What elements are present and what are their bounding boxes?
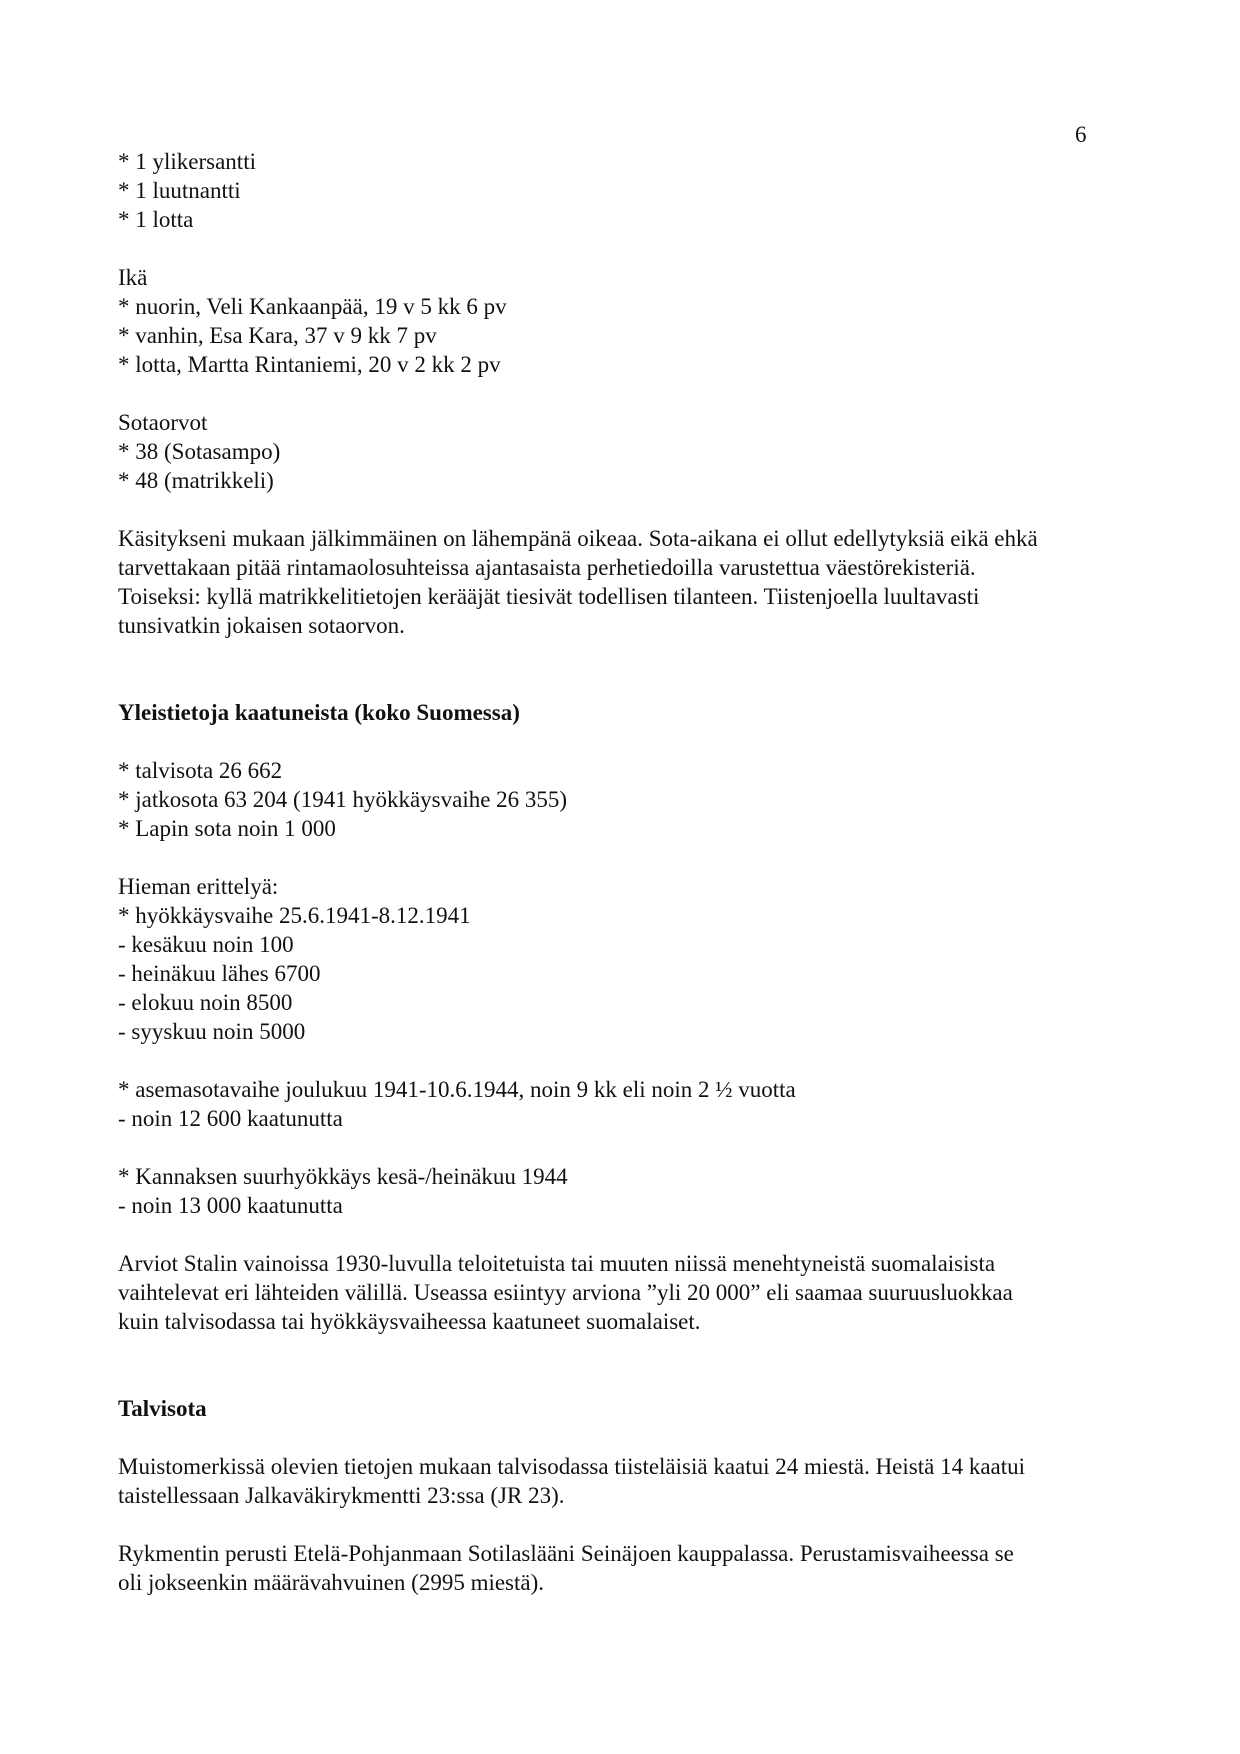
- section-heading-general: Yleistietoja kaatuneista (koko Suomessa): [118, 700, 520, 725]
- list-item: - syyskuu noin 5000: [118, 1019, 306, 1044]
- list-item: - elokuu noin 8500: [118, 990, 293, 1015]
- list-item: * 1 ylikersantti: [118, 149, 256, 174]
- paragraph-stalin: [118, 1249, 1128, 1336]
- list-item: - heinäkuu lähes 6700: [118, 961, 321, 986]
- age-title: Ikä: [118, 265, 148, 290]
- general-section: [118, 698, 1128, 843]
- paragraph-line: tarvettakaan pitää rintamaolosuhteissa ajantasaista perhetiedoilla varustettua väestörekisteriä.: [118, 555, 976, 580]
- paragraph-line: kuin talvisodassa tai hyökkäysvaiheessa kaatuneet suomalaiset.: [118, 1309, 701, 1334]
- list-item: - noin 12 600 kaatunutta: [118, 1106, 343, 1131]
- paragraph-line: Arviot Stalin vainoissa 1930-luvulla teloitetuista tai muuten niissä menehtyneistä suomalaisista: [118, 1251, 996, 1276]
- orphans-section: [118, 408, 1128, 495]
- list-item: * Lapin sota noin 1 000: [118, 816, 336, 841]
- list-item: * talvisota 26 662: [118, 758, 283, 783]
- orphans-title: Sotaorvot: [118, 410, 208, 435]
- paragraph-line: vaihtelevat eri lähteiden välillä. Useassa esiintyy arviona ”yli 20 000” eli saamaa suuruusluokkaa: [118, 1280, 1013, 1305]
- isthmus-section: [118, 1162, 1128, 1220]
- paragraph-line: Toiseksi: kyllä matrikkelitietojen kerääjät tiesivät todellisen tilanteen. Tiistenjoella luultavasti: [118, 584, 980, 609]
- breakdown-section: [118, 872, 1128, 1046]
- paragraph-line: taistellessaan Jalkaväkirykmentti 23:ssa (JR 23).: [118, 1483, 565, 1508]
- paragraph-line: Muistomerkissä olevien tietojen mukaan talvisodassa tiisteläisiä kaatui 24 miestä. Heistä 14 kaatui: [118, 1454, 1026, 1479]
- list-item: - kesäkuu noin 100: [118, 932, 294, 957]
- list-item: * jatkosota 63 204 (1941 hyökkäysvaihe 26 355): [118, 787, 568, 812]
- list-item: * 48 (matrikkeli): [118, 468, 274, 493]
- list-item: - noin 13 000 kaatunutta: [118, 1193, 343, 1218]
- list-item: * lotta, Martta Rintaniemi, 20 v 2 kk 2 pv: [118, 352, 501, 377]
- paragraph-line: Rykmentin perusti Etelä-Pohjanmaan Sotilaslääni Seinäjoen kauppalassa. Perustamisvaiheessa se: [118, 1541, 1014, 1566]
- document-body: [118, 147, 1128, 1597]
- age-section: [118, 263, 1128, 379]
- winter-war-section: [118, 1394, 1128, 1597]
- list-item: * 1 lotta: [118, 207, 194, 232]
- list-item: * 38 (Sotasampo): [118, 439, 281, 464]
- rank-list: [118, 147, 1128, 234]
- section-heading-winter-war: Talvisota: [118, 1396, 207, 1421]
- paragraph-line: tunsivatkin jokaisen sotaorvon.: [118, 613, 405, 638]
- list-item: * hyökkäysvaihe 25.6.1941-8.12.1941: [118, 903, 471, 928]
- list-item: * 1 luutnantti: [118, 178, 241, 203]
- page-number: 6: [1075, 122, 1087, 147]
- paragraph-line: oli jokseenkin määrävahvuinen (2995 miestä).: [118, 1570, 545, 1595]
- list-item: * nuorin, Veli Kankaanpää, 19 v 5 kk 6 pv: [118, 294, 507, 319]
- list-item: * Kannaksen suurhyökkäys kesä-/heinäkuu 1944: [118, 1164, 568, 1189]
- paragraph-line: Käsitykseni mukaan jälkimmäinen on lähempänä oikeaa. Sota-aikana ei ollut edellytyksiä eikä ehkä: [118, 526, 1038, 551]
- paragraph-orphans-note: [118, 524, 1128, 640]
- list-item: * asemasotavaihe joulukuu 1941-10.6.1944, noin 9 kk eli noin 2 ½ vuotta: [118, 1077, 796, 1102]
- breakdown-title: Hieman erittelyä:: [118, 874, 279, 899]
- list-item: * vanhin, Esa Kara, 37 v 9 kk 7 pv: [118, 323, 437, 348]
- trench-war-section: [118, 1075, 1128, 1133]
